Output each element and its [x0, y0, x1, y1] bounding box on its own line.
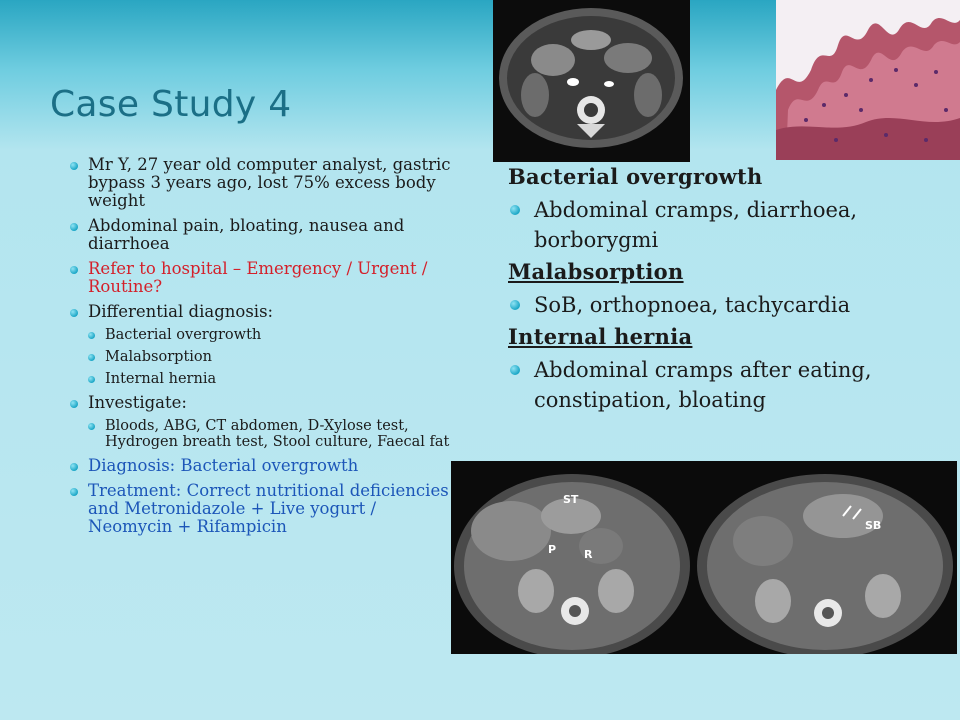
symptoms: Abdominal pain, bloating, nausea and diarrhoea: [70, 217, 455, 253]
referral-question: Refer to hospital – Emergency / Urgent / Routine?: [70, 260, 455, 296]
patient-summary: Mr Y, 27 year old computer analyst, gastric bypass 3 years ago, lost 75% excess body weight: [70, 156, 455, 210]
ct-label-sb: SB: [865, 519, 882, 532]
heading-malabsorption: Malabsorption: [508, 259, 684, 284]
ct-scan-image-bottom-right: [693, 461, 957, 654]
slide-title: Case Study 4: [50, 84, 292, 125]
ct-scan-image-bottom-left: [451, 461, 693, 654]
ct-label-r: R: [584, 548, 593, 561]
heading-internal-hernia: Internal hernia: [508, 324, 693, 349]
right-column: [508, 164, 928, 419]
bacterial-symptoms: Abdominal cramps, diarrhoea, borborygmi: [508, 195, 928, 255]
investigate: [70, 394, 455, 450]
case-details-list: [70, 156, 455, 543]
differential-item: Internal hernia: [88, 371, 455, 387]
differential-item: Bacterial overgrowth: [88, 327, 455, 343]
diagnosis: Diagnosis: Bacterial overgrowth: [70, 457, 455, 475]
investigate-list: [88, 418, 455, 450]
malabsorption-symptoms: SoB, orthopnoea, tachycardia: [508, 290, 928, 320]
treatment: Treatment: Correct nutritional deficiencies and Metronidazole + Live yogurt / Neomycin + Rifampicin: [70, 482, 455, 536]
investigate-label: Investigate:: [88, 393, 187, 412]
differential-label: Differential diagnosis:: [88, 302, 274, 321]
differential-diagnosis: [70, 303, 455, 387]
investigate-item: Bloods, ABG, CT abdomen, D-Xylose test, Hydrogen breath test, Stool culture, Faecal fat: [88, 418, 455, 450]
heading-bacterial-overgrowth: Bacterial overgrowth: [508, 164, 763, 189]
differential-list: [88, 327, 455, 387]
ct-label-st: ST: [563, 493, 579, 506]
ct-scan-image-top: [493, 0, 690, 162]
histology-image: [776, 0, 960, 160]
differential-item: Malabsorption: [88, 349, 455, 365]
hernia-symptoms: Abdominal cramps after eating, constipation, bloating: [508, 355, 928, 415]
ct-label-p: P: [548, 543, 557, 556]
